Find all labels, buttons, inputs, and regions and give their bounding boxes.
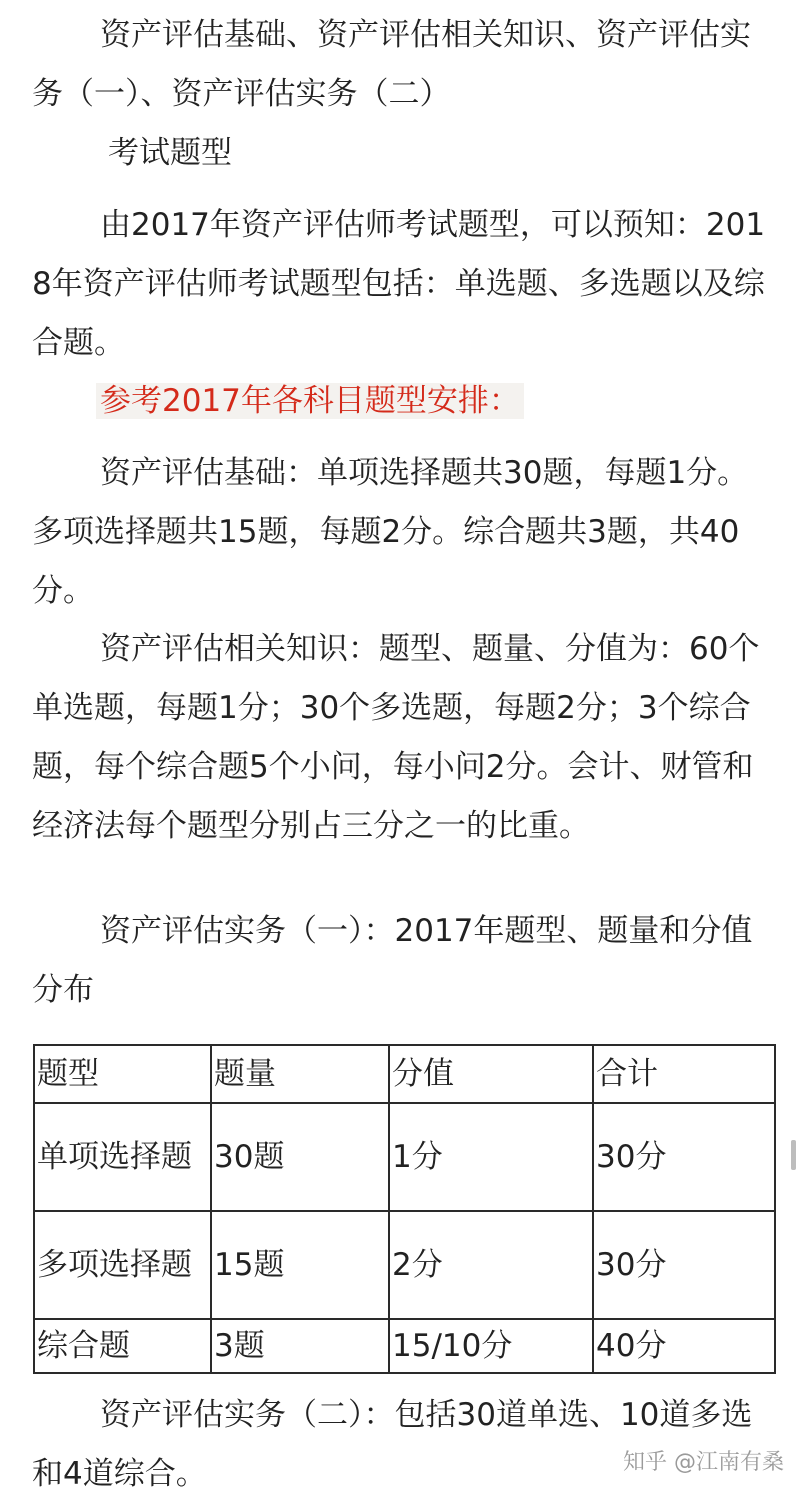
table-cell: 2分 bbox=[389, 1211, 593, 1319]
table-cell: 综合题 bbox=[34, 1319, 211, 1373]
table-header-cell: 题型 bbox=[34, 1045, 211, 1103]
scrollbar-thumb[interactable] bbox=[791, 1140, 796, 1170]
table-row bbox=[34, 1319, 775, 1373]
table-cell: 30分 bbox=[593, 1211, 775, 1319]
practice-one-paragraph: 资产评估实务（一）：2017年题型、题量和分值分布 bbox=[32, 913, 753, 1008]
section-heading: 考试题型 bbox=[108, 135, 232, 171]
table-cell: 15/10分 bbox=[389, 1319, 593, 1373]
table-cell: 30题 bbox=[211, 1103, 389, 1211]
table-cell: 3题 bbox=[211, 1319, 389, 1373]
table-cell: 15题 bbox=[211, 1211, 389, 1319]
table-cell: 1分 bbox=[389, 1103, 593, 1211]
table-header-cell: 题量 bbox=[211, 1045, 389, 1103]
reference-title bbox=[96, 372, 524, 431]
table-row bbox=[34, 1211, 775, 1319]
table-header-row bbox=[34, 1045, 775, 1103]
score-table bbox=[33, 1044, 776, 1374]
watermark: 知乎 @江南有桑 bbox=[623, 1450, 784, 1475]
table-header-cell: 分值 bbox=[389, 1045, 593, 1103]
table-cell: 多项选择题 bbox=[34, 1211, 211, 1319]
practice-two-paragraph: 资产评估实务（二）：包括30道单选、10道多选和4道综合。 bbox=[32, 1397, 753, 1492]
table-cell: 40分 bbox=[593, 1319, 775, 1373]
related-knowledge-paragraph: 资产评估相关知识：题型、题量、分值为：60个单选题，每题1分；30个多选题，每题2分；3个综合题，每个综合题5个小问，每小问2分。会计、财管和经济法每个题型分别占三分之一的比重。 bbox=[32, 631, 760, 844]
table-cell: 单项选择题 bbox=[34, 1103, 211, 1211]
reference-title-text: 参考2017年各科目题型安排： bbox=[96, 383, 524, 419]
intro-paragraph: 资产评估基础、资产评估相关知识、资产评估实务（一）、资产评估实务（二） bbox=[32, 17, 751, 112]
table-row bbox=[34, 1103, 775, 1211]
table-header-cell: 合计 bbox=[593, 1045, 775, 1103]
basics-paragraph: 资产评估基础：单项选择题共30题，每题1分。多项选择题共15题，每题2分。综合题共3题，共40分。 bbox=[32, 455, 749, 609]
table-cell: 30分 bbox=[593, 1103, 775, 1211]
exam-types-paragraph: 由2017年资产评估师考试题型，可以预知：2018年资产评估师考试题型包括：单选题、多选题以及综合题。 bbox=[32, 207, 766, 361]
